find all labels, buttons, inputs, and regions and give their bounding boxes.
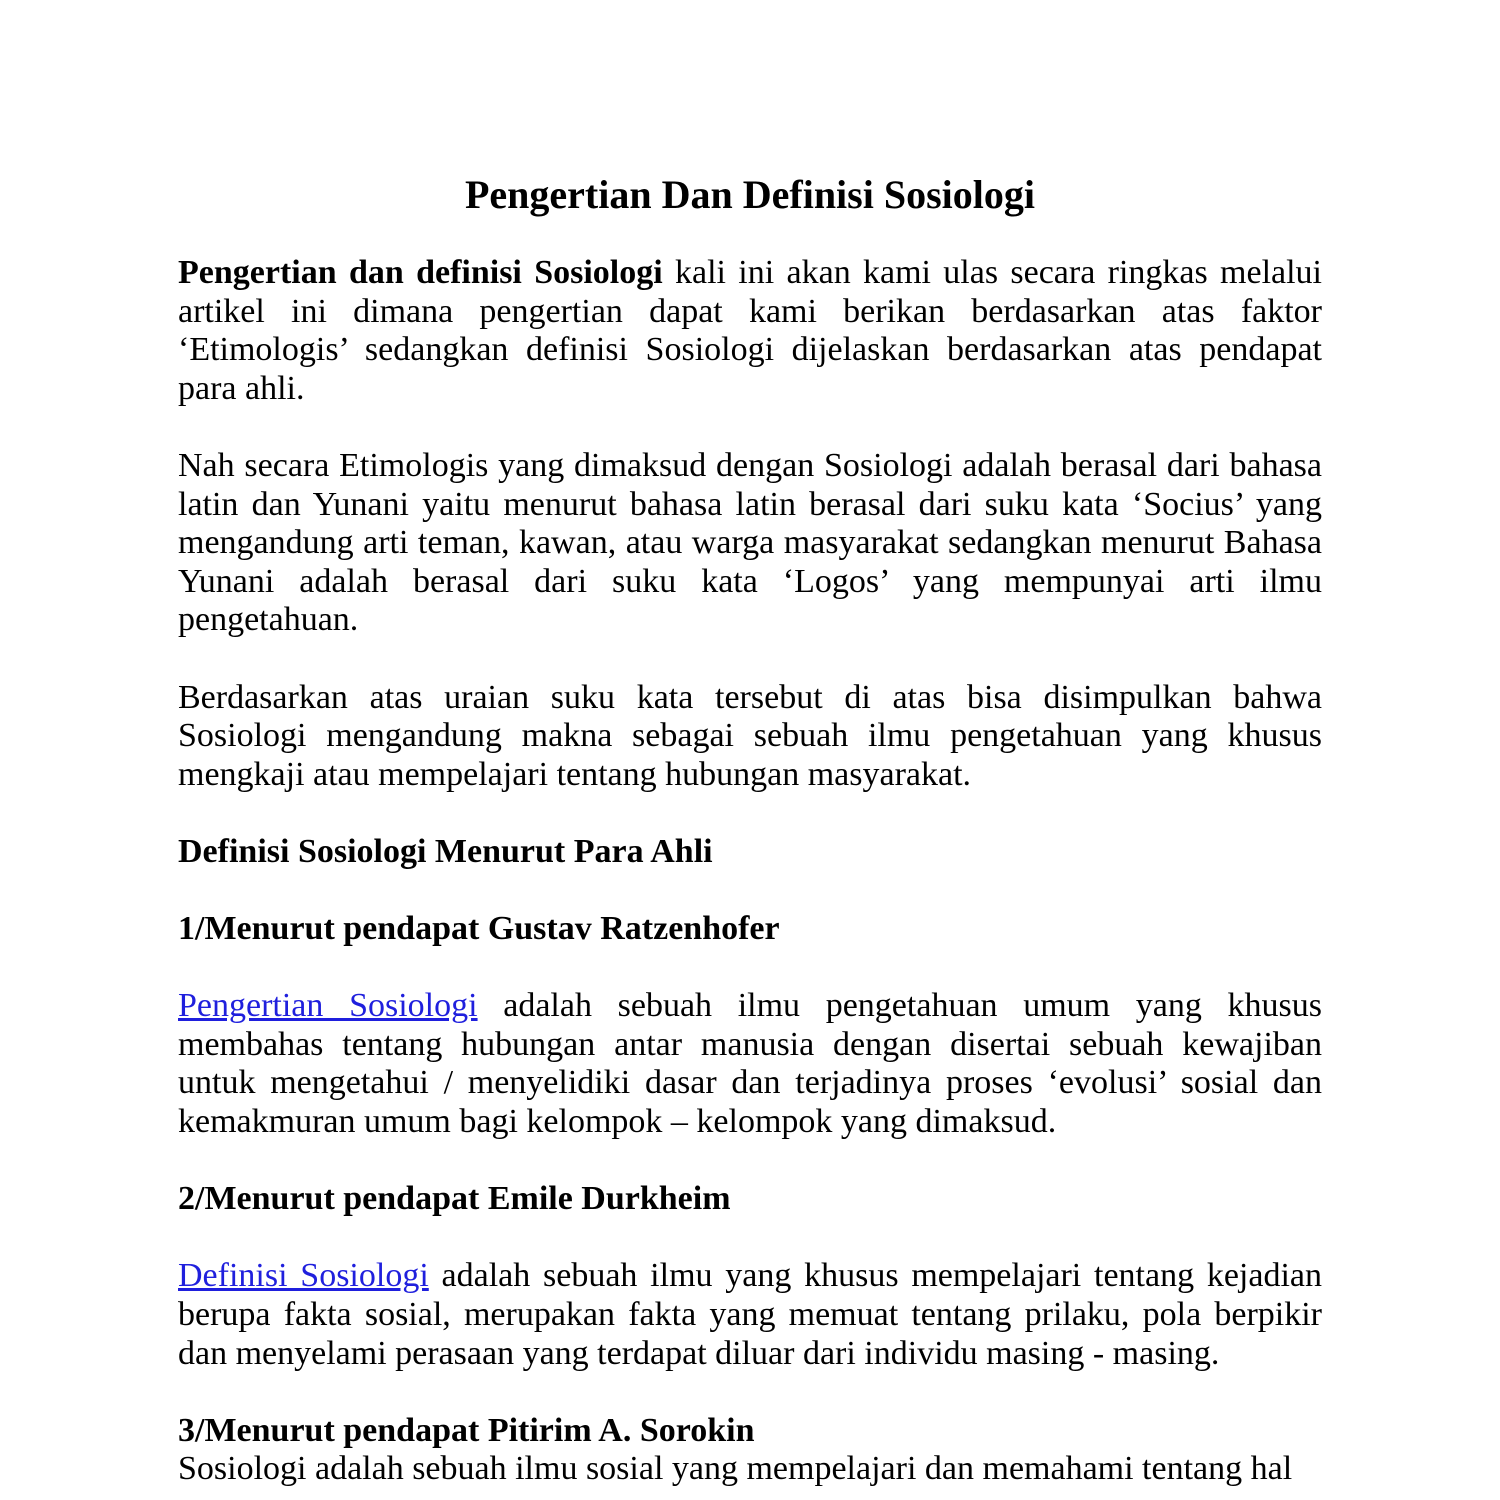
text-run: Sosiologi adalah sebuah ilmu sosial yang mempelajari dan memahami tentang hal bbox=[178, 1450, 1293, 1488]
text-run: adalah sebuah ilmu pengetahuan umum yang khusus membahas tentang hubungan antar manusia dengan disertai sebuah kewajiban untuk mengetahui / menyelidiki dasar dan terjadinya proses ‘evolusi’ sosial dan kemakmuran umum bagi kelompok – kelompok yang dimaksud. bbox=[178, 987, 1322, 1141]
text-run: kali ini akan kami ulas secara ringkas melalui artikel ini dimana pengertian dapat kami berikan berdasarkan atas faktor ‘Etimologis’ sedangkan definisi Sosiologi dijelaskan berdasarkan atas pendapat para ahli. bbox=[178, 254, 1322, 407]
paragraph bbox=[178, 679, 1322, 795]
section-heading bbox=[178, 1412, 1322, 1451]
hyperlink[interactable]: Definisi Sosiologi bbox=[178, 1257, 429, 1295]
section-heading bbox=[178, 1180, 1322, 1219]
section-heading bbox=[178, 910, 1322, 949]
section-heading bbox=[178, 833, 1322, 872]
text-run: adalah sebuah ilmu yang khusus mempelajari tentang kejadian berupa fakta sosial, merupakan fakta yang memuat tentang prilaku, pola berpikir dan menyelami perasaan yang terdapat diluar dari individu masing - masing. bbox=[178, 1257, 1322, 1372]
text-run: Definisi Sosiologi Menurut Para Ahli bbox=[178, 832, 713, 870]
text-run: Pengertian Dan Definisi Sosiologi bbox=[464, 172, 1036, 217]
paragraph bbox=[178, 987, 1322, 1141]
document-page bbox=[178, 0, 1322, 1489]
text-run: Nah secara Etimologis yang dimaksud dengan Sosiologi adalah berasal dari bahasa latin dan Yunani yaitu menurut bahasa latin berasal dari suku kata ‘Socius’ yang mengandung arti teman, kawan, atau warga masyarakat sedangkan menurut Bahasa Yunani adalah berasal dari suku kata ‘Logos’ yang mempunyai arti ilmu pengetahuan. bbox=[178, 446, 1322, 639]
hyperlink[interactable]: Pengertian Sosiologi bbox=[178, 987, 478, 1025]
document-title bbox=[178, 172, 1322, 218]
bold-text-run: Pengertian dan definisi Sosiologi bbox=[178, 254, 663, 291]
text-run: 3/Menurut pendapat Pitirim A. Sorokin bbox=[178, 1411, 755, 1449]
text-run: Berdasarkan atas uraian suku kata tersebut di atas bisa disimpulkan bahwa Sosiologi mengandung makna sebagai sebuah ilmu pengetahuan yang khusus mengkaji atau mempelajari tentang hubungan masyarakat. bbox=[178, 678, 1322, 793]
paragraph bbox=[178, 1257, 1322, 1373]
text-run: 1/Menurut pendapat Gustav Ratzenhofer bbox=[178, 910, 780, 948]
paragraph bbox=[178, 1450, 1322, 1489]
paragraph bbox=[178, 447, 1322, 640]
text-run: 2/Menurut pendapat Emile Durkheim bbox=[178, 1180, 731, 1218]
paragraph bbox=[178, 254, 1322, 408]
